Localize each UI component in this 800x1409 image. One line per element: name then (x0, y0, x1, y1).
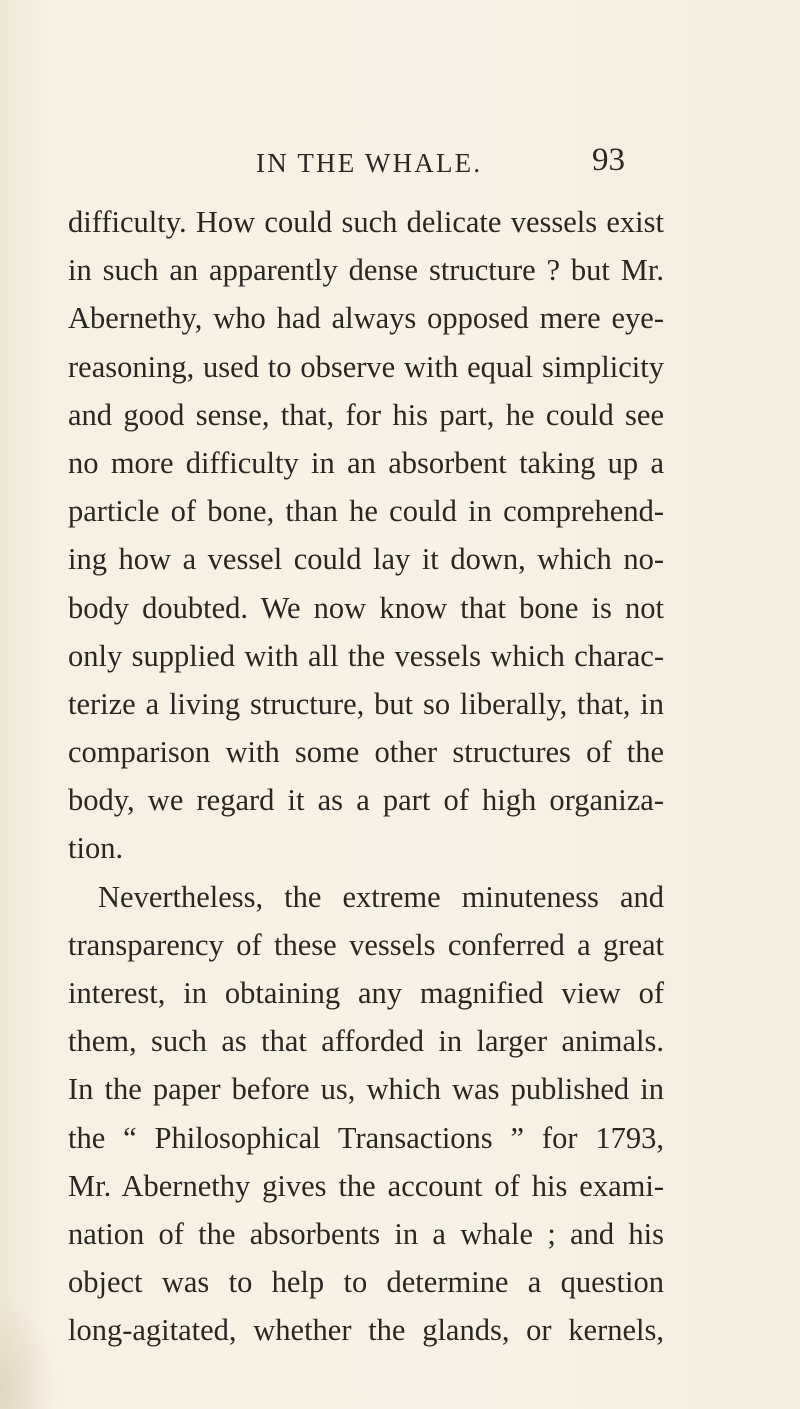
text-line: body, we regard it as a part of high organiza- (68, 783, 664, 818)
text-line: long-agitated, whether the glands, or kernels, (68, 1313, 664, 1348)
text-line: interest, in obtaining any magnified view of (68, 976, 664, 1010)
text-line: reasoning, used to observe with equal simplicity (68, 349, 664, 384)
text-line: transparency of these vessels conferred a great (68, 927, 664, 962)
text-line: object was to help to determine a question (68, 1265, 664, 1300)
text-line: them, such as that afforded in larger animals. (68, 1024, 664, 1059)
running-title: IN THE WHALE. (256, 148, 483, 178)
text-line: the “ Philosophical Transactions ” for 1793, (68, 1120, 664, 1155)
text-line: in such an apparently dense structure ? but Mr. (68, 253, 664, 288)
text-line: comparison with some other structures of the (68, 735, 664, 770)
body-text (68, 198, 664, 1355)
text-line: and good sense, that, for his part, he could see (68, 397, 664, 432)
text-line: particle of bone, than he could in comprehend- (68, 494, 664, 529)
text-line: terize a living structure, but so liberally, that, in (68, 686, 664, 721)
text-line: nation of the absorbents in a whale ; and his (68, 1216, 664, 1251)
running-head (0, 142, 800, 182)
text-line: Mr. Abernethy gives the account of his exami- (68, 1168, 664, 1203)
text-line: In the paper before us, which was published in (68, 1072, 664, 1107)
paragraph-start-line: Nevertheless, the extreme minuteness and (98, 879, 664, 914)
text-line: only supplied with all the vessels which charac- (68, 638, 664, 673)
text-line: ing how a vessel could lay it down, which no- (68, 542, 664, 577)
text-line: difficulty. How could such delicate vessels exist (68, 205, 664, 239)
text-line: no more difficulty in an absorbent taking up a (68, 445, 664, 480)
paragraph-end-line: tion. (68, 831, 124, 866)
text-line: Abernethy, who had always opposed mere eye- (68, 301, 664, 336)
page-number: 93 (592, 142, 625, 178)
text-line: body doubted. We now know that bone is not (68, 590, 664, 625)
paper-stain (0, 1300, 60, 1409)
